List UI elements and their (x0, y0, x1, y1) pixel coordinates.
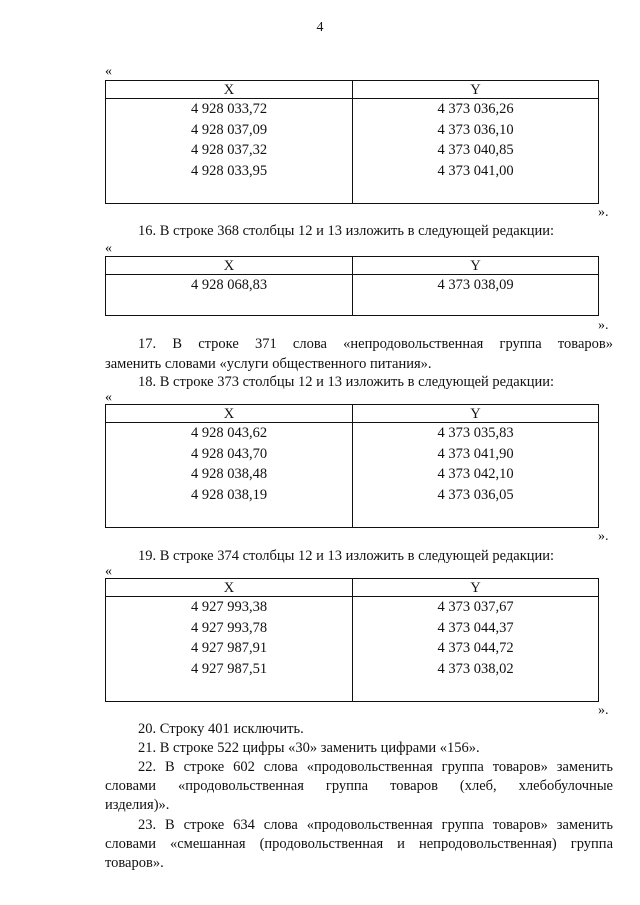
item-17-line-2: заменить словами «услуги общественного питания». (105, 356, 432, 372)
y-value: 4 373 040,85 (437, 142, 514, 158)
quote-close: ». (598, 205, 609, 220)
item-22-line-3: изделия)». (105, 797, 170, 813)
x-value: 4 928 037,32 (190, 142, 268, 158)
quote-open: « (105, 64, 112, 79)
quote-close: ». (598, 703, 609, 718)
y-column (352, 579, 598, 701)
coordinates-table (105, 80, 599, 204)
y-value: 4 373 044,37 (437, 619, 514, 636)
x-header: X (106, 580, 352, 597)
y-value: 4 373 036,10 (437, 121, 514, 138)
x-column (106, 579, 352, 701)
coordinates-table (105, 578, 599, 702)
y-header: Y (353, 406, 598, 423)
y-header: Y (353, 82, 598, 99)
item-23-line-1: 23. В строке 634 слова «продовольственная группа товаров» заменить (138, 817, 613, 833)
y-value: 4 373 038,09 (437, 277, 514, 293)
quote-open: « (105, 564, 112, 579)
x-value: 4 928 043,62 (190, 425, 268, 441)
y-header: Y (353, 258, 598, 275)
x-value: 4 927 993,38 (190, 599, 268, 615)
x-value: 4 928 043,70 (190, 445, 268, 462)
item-23-line-3: товаров». (105, 855, 164, 871)
x-value: 4 928 033,95 (190, 162, 268, 179)
y-column (352, 257, 598, 315)
item-18: 18. В строке 373 столбцы 12 и 13 изложить в следующей редакции: (138, 374, 555, 390)
x-value: 4 928 038,48 (190, 466, 268, 482)
x-header: X (106, 406, 352, 423)
coordinates-table (105, 256, 599, 316)
y-value: 4 373 038,02 (437, 660, 514, 677)
item-22-line-1: 22. В строке 602 слова «продовольственная группа товаров» заменить (138, 759, 613, 775)
quote-close: ». (598, 318, 609, 333)
y-value: 4 373 036,26 (437, 101, 514, 117)
y-value: 4 373 041,90 (437, 445, 514, 462)
y-value: 4 373 035,83 (437, 425, 514, 441)
x-value: 4 928 038,19 (190, 486, 268, 503)
x-column (106, 405, 352, 527)
x-value: 4 927 987,51 (190, 660, 268, 677)
y-value: 4 373 041,00 (437, 162, 514, 179)
x-column (106, 257, 352, 315)
coordinates-table (105, 404, 599, 528)
x-value: 4 928 068,83 (190, 277, 268, 293)
y-header: Y (353, 580, 598, 597)
quote-close: ». (598, 529, 609, 544)
x-value: 4 927 993,78 (190, 619, 268, 636)
item-22-line-2: словами «продовольственная группа товаров (хлеб, хлебобулочные (105, 778, 613, 794)
y-value: 4 373 042,10 (437, 466, 514, 482)
x-header: X (106, 82, 352, 99)
quote-open: « (105, 390, 112, 405)
item-23-line-2: словами «смешанная (продовольственная и непродовольственная) группа (105, 836, 613, 852)
y-value: 4 373 037,67 (437, 599, 514, 615)
x-value: 4 927 987,91 (190, 640, 268, 656)
page-number: 4 (316, 20, 324, 35)
y-column (352, 81, 598, 203)
x-column (106, 81, 352, 203)
quote-open: « (105, 241, 112, 256)
item-16: 16. В строке 368 столбцы 12 и 13 изложить в следующей редакции: (138, 223, 555, 239)
x-header: X (106, 258, 352, 275)
y-column (352, 405, 598, 527)
y-value: 4 373 036,05 (437, 486, 514, 503)
x-value: 4 928 033,72 (190, 101, 268, 117)
x-value: 4 928 037,09 (190, 121, 268, 138)
item-21: 21. В строке 522 цифры «30» заменить цифрами «156». (138, 740, 480, 756)
y-value: 4 373 044,72 (437, 640, 514, 656)
item-17-line-1: 17. В строке 371 слова «непродовольственная группа товаров» (138, 336, 613, 352)
item-20: 20. Строку 401 исключить. (138, 721, 304, 737)
item-19: 19. В строке 374 столбцы 12 и 13 изложить в следующей редакции: (138, 548, 555, 564)
